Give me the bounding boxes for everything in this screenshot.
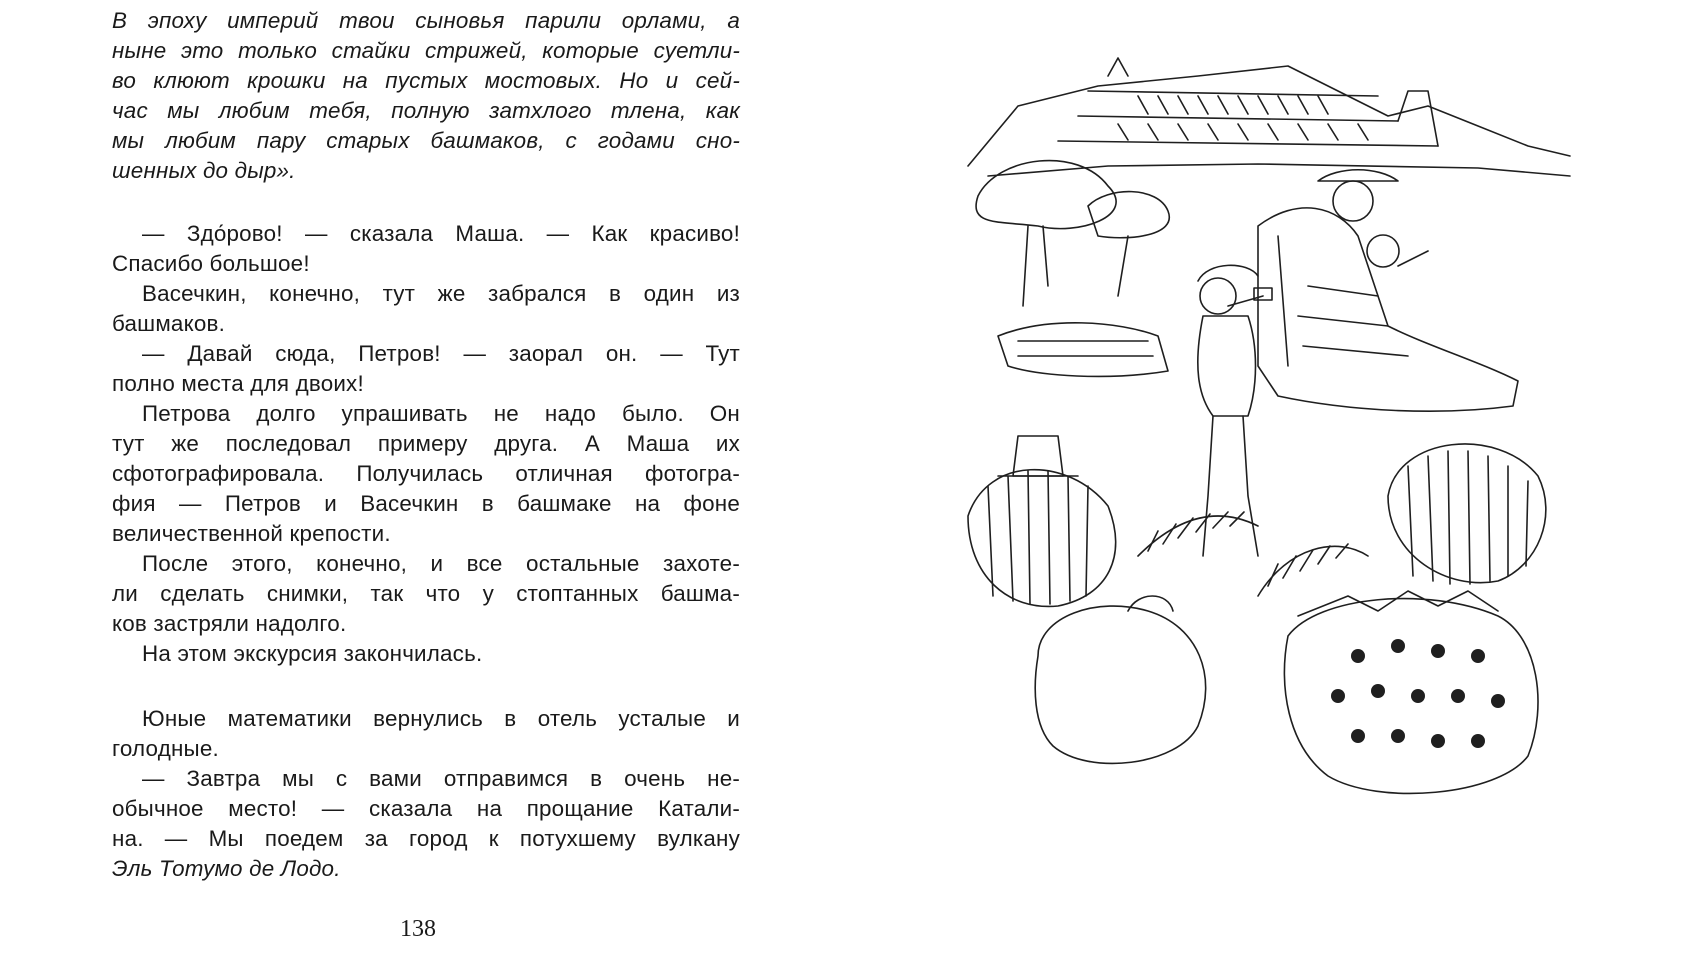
- epigraph-line: ныне это только стайки стрижей, которые суетли-: [112, 38, 740, 63]
- illustration-drawing: [958, 36, 1580, 826]
- paragraph-line: — Давай сюда, Петров! — заорал он. — Тут: [142, 341, 740, 366]
- paragraph-line: башмаков.: [112, 311, 225, 336]
- paragraph-line: обычное место! — сказала на прощание Катали-: [112, 796, 740, 821]
- illustration: [958, 36, 1580, 826]
- paragraph-line: Петрова долго упрашивать не надо было. Он: [142, 401, 740, 426]
- paragraph-line: на. — Мы поедем за город к потухшему вулкану: [112, 826, 740, 851]
- paragraph-line: Эль Тотумо де Лодо.: [112, 856, 341, 881]
- paragraph-line: тут же последовал примеру друга. А Маша их: [112, 431, 740, 456]
- epigraph-line: мы любим пару старых башмаков, с годами сно-: [112, 128, 740, 153]
- epigraph: [112, 6, 740, 186]
- paragraph-line: голодные.: [112, 736, 219, 761]
- paragraph-line: Васечкин, конечно, тут же забрался в один из: [142, 281, 740, 306]
- paragraph-line: Юные математики вернулись в отель усталые и: [142, 706, 740, 731]
- paragraph-line: На этом экскурсия закончилась.: [142, 641, 483, 666]
- epigraph-line: час мы любим тебя, полную затхлого тлена, как: [112, 98, 740, 123]
- epigraph-line: В эпоху империй твои сыновья парили орлами, а: [112, 8, 740, 33]
- page-number: 138: [400, 916, 436, 942]
- paragraph-line: ков застряли надолго.: [112, 611, 347, 636]
- paragraph-line: — Здо́рово! — сказала Маша. — Как красиво!: [142, 221, 740, 246]
- epigraph-line: во клюют крошки на пустых мостовых. Но и сей-: [112, 68, 740, 93]
- paragraph-line: сфотографировала. Получилась отличная фотогра-: [112, 461, 740, 486]
- paragraph-line: — Завтра мы с вами отправимся в очень не-: [142, 766, 740, 791]
- paragraph-line: Спасибо большое!: [112, 251, 310, 276]
- paragraph-line: полно места для двоих!: [112, 371, 364, 396]
- paragraph-line: После этого, конечно, и все остальные захоте-: [142, 551, 740, 576]
- paragraph-line: фия — Петров и Васечкин в башмаке на фоне: [112, 491, 740, 516]
- body-text-section-2: [112, 704, 740, 884]
- paragraph-line: величественной крепости.: [112, 521, 391, 546]
- paragraph-line: ли сделать снимки, так что у стоптанных башма-: [112, 581, 740, 606]
- body-text-section-1: [112, 219, 740, 669]
- epigraph-line: шенных до дыр».: [112, 158, 296, 183]
- text-page: [112, 0, 740, 980]
